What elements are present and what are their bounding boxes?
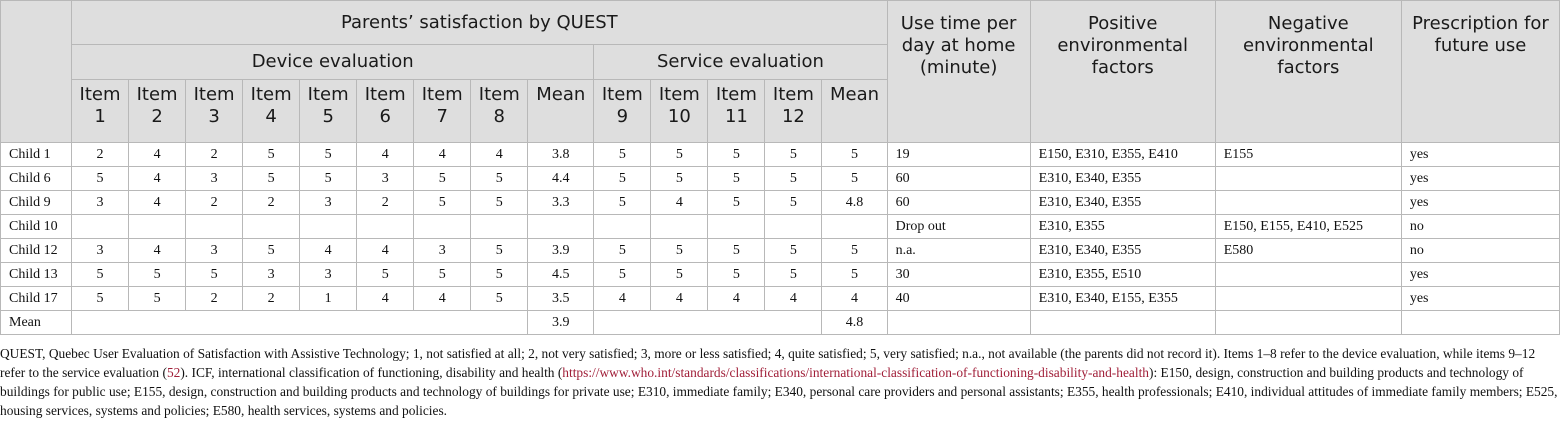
item-header: Item 7 bbox=[414, 80, 471, 143]
device-item-score bbox=[243, 215, 300, 239]
device-item-score: 4 bbox=[129, 239, 186, 263]
row-label: Child 17 bbox=[1, 287, 72, 311]
quest-header: Parents’ satisfaction by QUEST bbox=[72, 1, 888, 45]
device-item-score: 3 bbox=[300, 191, 357, 215]
table-row bbox=[1, 215, 1560, 239]
device-item-score: 5 bbox=[186, 263, 243, 287]
device-item-score: 3 bbox=[243, 263, 300, 287]
device-item-score: 5 bbox=[129, 263, 186, 287]
prescription-value: no bbox=[1401, 239, 1559, 263]
item-header: Item 12 bbox=[765, 80, 822, 143]
positive-factors-value: E310, E355 bbox=[1030, 215, 1215, 239]
device-item-score: 3 bbox=[300, 263, 357, 287]
device-item-score bbox=[357, 215, 414, 239]
table-row bbox=[1, 191, 1560, 215]
row-label: Child 10 bbox=[1, 215, 72, 239]
service-item-score: 5 bbox=[708, 191, 765, 215]
item-header: Item 10 bbox=[651, 80, 708, 143]
service-item-score bbox=[708, 215, 765, 239]
device-mean-value: 3.9 bbox=[528, 311, 594, 335]
device-item-score: 3 bbox=[186, 167, 243, 191]
service-evaluation-header: Service evaluation bbox=[594, 45, 887, 80]
device-item-score: 3 bbox=[186, 239, 243, 263]
device-item-score: 4 bbox=[414, 287, 471, 311]
item-header: Item 6 bbox=[357, 80, 414, 143]
service-item-score: 4 bbox=[708, 287, 765, 311]
device-item-score: 5 bbox=[471, 263, 528, 287]
use-time-value: 60 bbox=[887, 191, 1030, 215]
use-time-value: 40 bbox=[887, 287, 1030, 311]
service-mean-value: 4.8 bbox=[822, 191, 887, 215]
empty-cell bbox=[1030, 311, 1215, 335]
prescription-value: yes bbox=[1401, 287, 1559, 311]
service-item-score: 5 bbox=[765, 167, 822, 191]
mean-row bbox=[1, 311, 1560, 335]
device-item-score: 5 bbox=[243, 239, 300, 263]
positive-factors-value: E310, E340, E355 bbox=[1030, 167, 1215, 191]
device-evaluation-header: Device evaluation bbox=[72, 45, 594, 80]
device-item-score: 4 bbox=[357, 287, 414, 311]
device-item-score: 2 bbox=[72, 143, 129, 167]
device-mean-value: 3.3 bbox=[528, 191, 594, 215]
device-item-score: 3 bbox=[357, 167, 414, 191]
negative-factors-value bbox=[1215, 191, 1401, 215]
service-item-score bbox=[594, 215, 651, 239]
device-item-score: 5 bbox=[72, 287, 129, 311]
corner-cell bbox=[1, 1, 72, 143]
use-time-value: 30 bbox=[887, 263, 1030, 287]
service-item-score: 5 bbox=[651, 263, 708, 287]
icf-url-link[interactable]: https://www.who.int/standards/classifications/international-classification-of-functioning-disability-and-health bbox=[562, 365, 1149, 380]
negative-factors-value: E580 bbox=[1215, 239, 1401, 263]
use-time-value: 19 bbox=[887, 143, 1030, 167]
item-header: Item 8 bbox=[471, 80, 528, 143]
service-item-score bbox=[765, 215, 822, 239]
device-item-score: 2 bbox=[243, 287, 300, 311]
negative-factors-value: E150, E155, E410, E525 bbox=[1215, 215, 1401, 239]
service-mean-value: 5 bbox=[822, 143, 887, 167]
negative-factors-value bbox=[1215, 287, 1401, 311]
device-item-score: 5 bbox=[129, 287, 186, 311]
device-item-score: 4 bbox=[129, 143, 186, 167]
use-time-value: 60 bbox=[887, 167, 1030, 191]
table-row bbox=[1, 263, 1560, 287]
device-mean-header: Mean bbox=[528, 80, 594, 143]
prescription-value: yes bbox=[1401, 191, 1559, 215]
device-mean-value: 4.4 bbox=[528, 167, 594, 191]
row-label: Mean bbox=[1, 311, 72, 335]
service-mean-value bbox=[822, 215, 887, 239]
service-item-score: 5 bbox=[651, 167, 708, 191]
device-item-score: 5 bbox=[243, 167, 300, 191]
device-item-score: 4 bbox=[471, 143, 528, 167]
empty-cell bbox=[887, 311, 1030, 335]
table-footnote bbox=[0, 344, 1561, 420]
device-item-score: 5 bbox=[300, 167, 357, 191]
service-item-score: 5 bbox=[651, 239, 708, 263]
item-header: Item 9 bbox=[594, 80, 651, 143]
service-item-score: 5 bbox=[765, 143, 822, 167]
empty-cell bbox=[72, 311, 528, 335]
empty-cell bbox=[1215, 311, 1401, 335]
device-item-score: 3 bbox=[72, 191, 129, 215]
positive-factors-value: E150, E310, E355, E410 bbox=[1030, 143, 1215, 167]
negative-factors-value bbox=[1215, 263, 1401, 287]
prescription-value: no bbox=[1401, 215, 1559, 239]
device-item-score bbox=[414, 215, 471, 239]
reference-link[interactable]: 52 bbox=[166, 365, 181, 380]
device-item-score: 3 bbox=[72, 239, 129, 263]
table-row bbox=[1, 287, 1560, 311]
device-item-score: 4 bbox=[129, 167, 186, 191]
device-item-score: 4 bbox=[300, 239, 357, 263]
device-item-score: 2 bbox=[243, 191, 300, 215]
service-item-score: 5 bbox=[594, 263, 651, 287]
footnote-text: ): E150, design, construction and building products and technology of buildings for public use; E155, design, construction and building products and technology of buildings for private use; E310, immediate family; E340, personal care providers and personal assistants; E355, health professionals; E410, individual attitudes of immediate family members; E525, housing services, systems and policies; E580, health services, systems and policies. bbox=[0, 365, 1558, 418]
service-item-score: 5 bbox=[594, 143, 651, 167]
service-item-score: 5 bbox=[765, 239, 822, 263]
device-mean-value: 3.5 bbox=[528, 287, 594, 311]
service-mean-value: 4.8 bbox=[822, 311, 887, 335]
service-item-score: 5 bbox=[708, 239, 765, 263]
prescription-value: yes bbox=[1401, 167, 1559, 191]
device-item-score bbox=[186, 215, 243, 239]
device-item-score: 4 bbox=[357, 239, 414, 263]
service-item-score: 4 bbox=[651, 287, 708, 311]
service-item-score: 5 bbox=[594, 191, 651, 215]
item-header: Item 1 bbox=[72, 80, 129, 143]
row-label: Child 1 bbox=[1, 143, 72, 167]
positive-factors-value: E310, E340, E355 bbox=[1030, 239, 1215, 263]
device-item-score: 5 bbox=[72, 167, 129, 191]
table-body bbox=[1, 143, 1560, 335]
service-item-score: 5 bbox=[651, 143, 708, 167]
service-item-score: 4 bbox=[651, 191, 708, 215]
footnote-text: QUEST, Quebec User Evaluation of Satisfaction with Assistive Technology; 1, not satisfied at all; 2, not very satisfied; 3, more or less satisfied; 4, quite satisfied; 5, very satisfied; n.a., not available (the parents did not record it). Items 1–8 refer to the device evaluation, while items 9–12 refer to the service evaluation ( bbox=[0, 346, 1536, 380]
use-time-value: n.a. bbox=[887, 239, 1030, 263]
device-item-score: 5 bbox=[72, 263, 129, 287]
service-item-score bbox=[651, 215, 708, 239]
item-header: Item 11 bbox=[708, 80, 765, 143]
device-item-score: 5 bbox=[471, 287, 528, 311]
device-item-score: 5 bbox=[243, 143, 300, 167]
service-mean-value: 5 bbox=[822, 167, 887, 191]
device-item-score bbox=[72, 215, 129, 239]
service-mean-header: Mean bbox=[822, 80, 887, 143]
item-header: Item 3 bbox=[186, 80, 243, 143]
use-time-header: Use time per day at home (minute) bbox=[887, 1, 1030, 143]
service-mean-value: 4 bbox=[822, 287, 887, 311]
item-header: Item 4 bbox=[243, 80, 300, 143]
device-item-score: 5 bbox=[471, 167, 528, 191]
prescription-value: yes bbox=[1401, 143, 1559, 167]
service-mean-value: 5 bbox=[822, 239, 887, 263]
device-mean-value bbox=[528, 215, 594, 239]
device-item-score: 5 bbox=[471, 191, 528, 215]
device-item-score: 5 bbox=[414, 191, 471, 215]
device-item-score bbox=[471, 215, 528, 239]
service-item-score: 5 bbox=[708, 167, 765, 191]
device-item-score: 2 bbox=[186, 287, 243, 311]
positive-factors-header: Positive environmental factors bbox=[1030, 1, 1215, 143]
device-item-score: 2 bbox=[357, 191, 414, 215]
empty-cell bbox=[1401, 311, 1559, 335]
device-item-score: 4 bbox=[357, 143, 414, 167]
negative-factors-value: E155 bbox=[1215, 143, 1401, 167]
service-item-score: 5 bbox=[594, 239, 651, 263]
negative-factors-header: Negative environmental factors bbox=[1215, 1, 1401, 143]
positive-factors-value: E310, E355, E510 bbox=[1030, 263, 1215, 287]
positive-factors-value: E310, E340, E155, E355 bbox=[1030, 287, 1215, 311]
row-label: Child 9 bbox=[1, 191, 72, 215]
negative-factors-value bbox=[1215, 167, 1401, 191]
table-row bbox=[1, 239, 1560, 263]
device-item-score: 4 bbox=[414, 143, 471, 167]
device-item-score: 5 bbox=[414, 263, 471, 287]
device-item-score bbox=[300, 215, 357, 239]
row-label: Child 13 bbox=[1, 263, 72, 287]
service-mean-value: 5 bbox=[822, 263, 887, 287]
prescription-header: Prescription for future use bbox=[1401, 1, 1559, 143]
service-item-score: 5 bbox=[765, 263, 822, 287]
row-label: Child 6 bbox=[1, 167, 72, 191]
service-item-score: 4 bbox=[594, 287, 651, 311]
device-item-score: 3 bbox=[414, 239, 471, 263]
table-row bbox=[1, 143, 1560, 167]
device-item-score: 5 bbox=[414, 167, 471, 191]
device-item-score: 5 bbox=[357, 263, 414, 287]
footnote-text: ). ICF, international classification of functioning, disability and health ( bbox=[180, 365, 563, 380]
device-item-score: 1 bbox=[300, 287, 357, 311]
empty-cell bbox=[594, 311, 822, 335]
device-mean-value: 3.9 bbox=[528, 239, 594, 263]
positive-factors-value: E310, E340, E355 bbox=[1030, 191, 1215, 215]
table-row bbox=[1, 167, 1560, 191]
device-item-score: 2 bbox=[186, 191, 243, 215]
row-label: Child 12 bbox=[1, 239, 72, 263]
service-item-score: 5 bbox=[765, 191, 822, 215]
prescription-value: yes bbox=[1401, 263, 1559, 287]
service-item-score: 5 bbox=[594, 167, 651, 191]
service-item-score: 5 bbox=[708, 263, 765, 287]
device-mean-value: 3.8 bbox=[528, 143, 594, 167]
use-time-value: Drop out bbox=[887, 215, 1030, 239]
device-item-score: 4 bbox=[129, 191, 186, 215]
item-header: Item 2 bbox=[129, 80, 186, 143]
device-item-score bbox=[129, 215, 186, 239]
device-item-score: 2 bbox=[186, 143, 243, 167]
device-item-score: 5 bbox=[300, 143, 357, 167]
item-header: Item 5 bbox=[300, 80, 357, 143]
service-item-score: 4 bbox=[765, 287, 822, 311]
service-item-score: 5 bbox=[708, 143, 765, 167]
device-mean-value: 4.5 bbox=[528, 263, 594, 287]
device-item-score: 5 bbox=[471, 239, 528, 263]
